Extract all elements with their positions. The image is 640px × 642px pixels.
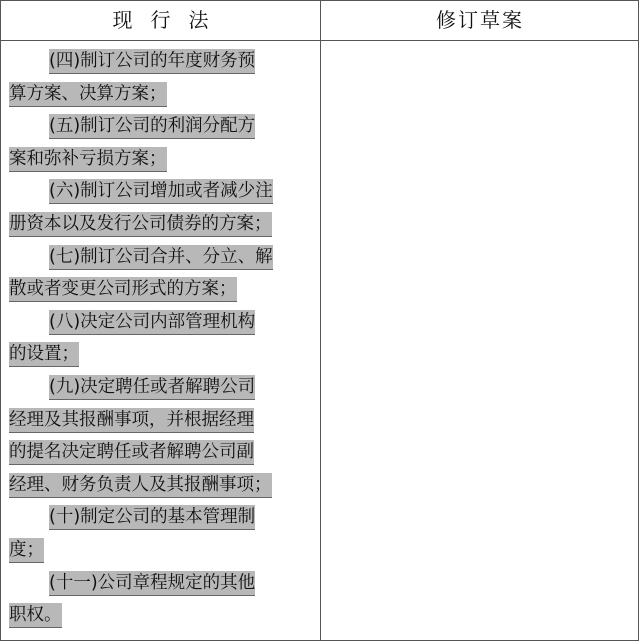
law-line: (九)决定聘任或者解聘公司 (9, 371, 315, 404)
law-line: 的提名决定聘任或者解聘公司副 (9, 436, 315, 469)
law-line: (十)制定公司的基本管理制 (9, 501, 315, 534)
law-line: 的设置； (9, 338, 315, 371)
column-divider (320, 1, 321, 640)
current-law-cell (9, 45, 315, 632)
law-line: (五)制订公司的利润分配方 (9, 110, 315, 143)
law-line: 册资本以及发行公司债券的方案； (9, 208, 315, 241)
law-line: 散或者变更公司形式的方案； (9, 273, 315, 306)
law-line: 案和弥补亏损方案； (9, 143, 315, 176)
law-line: (六)制订公司增加或者减少注 (9, 175, 315, 208)
law-line: 经理、财务负责人及其报酬事项； (9, 469, 315, 502)
law-line: (四)制订公司的年度财务预 (9, 45, 315, 78)
header-current-law: 现行法 (112, 8, 227, 32)
law-line: (七)制订公司合并、分立、解 (9, 241, 315, 274)
law-line: (十一)公司章程规定的其他 (9, 567, 315, 600)
law-line: (八)决定公司内部管理机构 (9, 306, 315, 339)
header-revised-draft: 修订草案 (436, 8, 524, 32)
law-line: 度； (9, 534, 315, 567)
law-line: 经理及其报酬事项，并根据经理 (9, 404, 315, 437)
law-line: 职权。 (9, 599, 315, 632)
law-line: 算方案、决算方案； (9, 78, 315, 111)
